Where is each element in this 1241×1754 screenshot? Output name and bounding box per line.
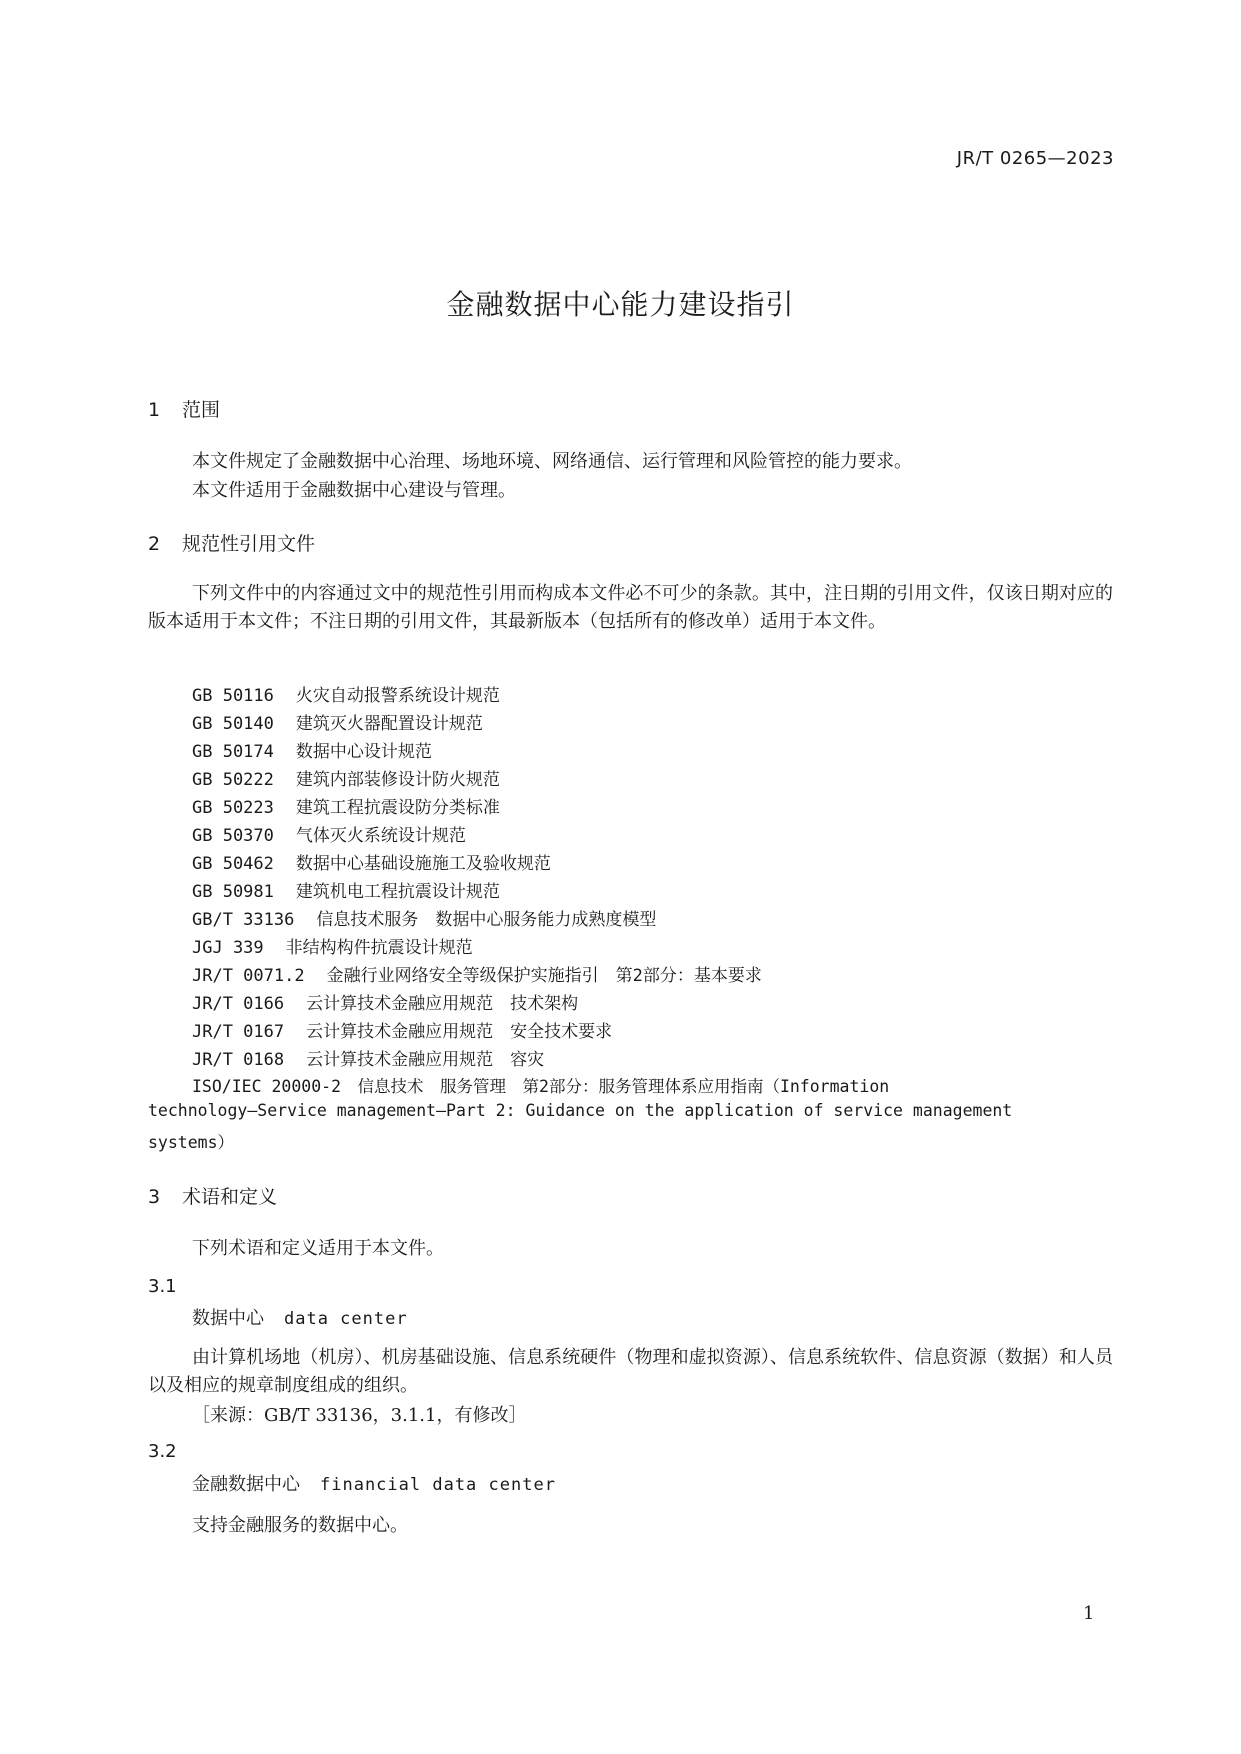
term-number: 3.1 bbox=[148, 1276, 177, 1297]
reference-code: JR/T 0168 bbox=[192, 1050, 285, 1070]
reference-item bbox=[192, 989, 578, 1014]
reference-item bbox=[192, 877, 500, 902]
term-zh: 数据中心 bbox=[192, 1308, 264, 1329]
section-3-heading bbox=[148, 1182, 277, 1209]
reference-code: GB 50223 bbox=[192, 798, 274, 818]
section-1-heading bbox=[148, 395, 220, 422]
reference-item bbox=[192, 1017, 612, 1042]
term-en: financial data center bbox=[320, 1475, 556, 1495]
section-title: 术语和定义 bbox=[182, 1186, 278, 1208]
reference-item bbox=[192, 849, 551, 874]
reference-item bbox=[192, 905, 656, 930]
reference-item bbox=[192, 821, 466, 846]
term-definition: 支持金融服务的数据中心。 bbox=[192, 1515, 408, 1536]
reference-code: GB 50222 bbox=[192, 770, 274, 790]
reference-iso-line: technology—Service management—Part 2: Guidance on the application of service management bbox=[148, 1101, 1013, 1120]
reference-item bbox=[192, 737, 432, 762]
term-heading bbox=[192, 1470, 556, 1496]
reference-title: 金融行业网络安全等级保护实施指引 第2部分：基本要求 bbox=[326, 966, 762, 986]
reference-title: 火灾自动报警系统设计规范 bbox=[295, 686, 500, 706]
reference-code: GB 50370 bbox=[192, 826, 274, 846]
document-title: 金融数据中心能力建设指引 bbox=[446, 288, 795, 321]
term-zh: 金融数据中心 bbox=[192, 1474, 300, 1495]
section-number: 1 bbox=[148, 399, 161, 421]
reference-code: GB 50140 bbox=[192, 714, 274, 734]
reference-title: 建筑灭火器配置设计规范 bbox=[295, 714, 483, 734]
reference-iso-line: ISO/IEC 20000-2 信息技术 服务管理 第2部分：服务管理体系应用指南（Information bbox=[192, 1077, 890, 1096]
reference-title: 云计算技术金融应用规范 技术架构 bbox=[306, 994, 579, 1014]
reference-item bbox=[192, 765, 500, 790]
paragraph: 下列术语和定义适用于本文件。 bbox=[192, 1238, 444, 1259]
document-number: JR/T 0265—2023 bbox=[956, 148, 1114, 169]
term-number: 3.2 bbox=[148, 1441, 177, 1462]
reference-title: 建筑工程抗震设防分类标准 bbox=[295, 798, 500, 818]
reference-code: JR/T 0167 bbox=[192, 1022, 285, 1042]
reference-title: 数据中心设计规范 bbox=[295, 742, 432, 762]
reference-title: 数据中心基础设施施工及验收规范 bbox=[295, 854, 551, 874]
reference-code: GB 50174 bbox=[192, 742, 274, 762]
reference-item bbox=[192, 1045, 544, 1070]
term-source: ［来源：GB/T 33136，3.1.1，有修改］ bbox=[192, 1405, 527, 1426]
reference-item bbox=[192, 681, 500, 706]
reference-title: 信息技术服务 数据中心服务能力成熟度模型 bbox=[316, 910, 657, 930]
reference-title: 建筑机电工程抗震设计规范 bbox=[295, 882, 500, 902]
term-definition: 由计算机场地（机房）、机房基础设施、信息系统硬件（物理和虚拟资源）、信息系统软件、信息资源（数据）和人员以及相应的规章制度组成的组织。 bbox=[148, 1347, 1113, 1396]
term-heading bbox=[192, 1304, 408, 1330]
reference-code: GB 50981 bbox=[192, 882, 274, 902]
reference-title: 建筑内部装修设计防火规范 bbox=[295, 770, 500, 790]
reference-code: JGJ 339 bbox=[192, 938, 264, 958]
page-number: 1 bbox=[1083, 1603, 1095, 1624]
reference-title: 云计算技术金融应用规范 容灾 bbox=[306, 1050, 545, 1070]
section-2-heading bbox=[148, 529, 315, 556]
reference-title: 非结构构件抗震设计规范 bbox=[285, 938, 473, 958]
reference-item bbox=[192, 961, 762, 986]
paragraph: 下列文件中的内容通过文中的规范性引用而构成本文件必不可少的条款。其中，注日期的引用文件，仅该日期对应的版本适用于本文件；不注日期的引用文件，其最新版本（包括所有的修改单）适用于本文件。 bbox=[148, 583, 1113, 632]
reference-item bbox=[192, 793, 500, 818]
reference-code: JR/T 0071.2 bbox=[192, 966, 305, 986]
paragraph: 本文件规定了金融数据中心治理、场地环境、网络通信、运行管理和风险管控的能力要求。 bbox=[192, 451, 912, 472]
section-number: 3 bbox=[148, 1186, 161, 1208]
reference-item bbox=[192, 933, 473, 958]
section-number: 2 bbox=[148, 533, 161, 555]
reference-code: GB 50116 bbox=[192, 686, 274, 706]
term-en: data center bbox=[284, 1309, 408, 1329]
reference-title: 气体灭火系统设计规范 bbox=[295, 826, 466, 846]
section-title: 范围 bbox=[182, 399, 221, 421]
section-title: 规范性引用文件 bbox=[182, 533, 316, 555]
reference-iso-line: systems） bbox=[148, 1133, 235, 1152]
reference-code: GB 50462 bbox=[192, 854, 274, 874]
reference-code: JR/T 0166 bbox=[192, 994, 285, 1014]
reference-title: 云计算技术金融应用规范 安全技术要求 bbox=[306, 1022, 613, 1042]
reference-item bbox=[192, 709, 483, 734]
paragraph: 本文件适用于金融数据中心建设与管理。 bbox=[192, 480, 516, 501]
reference-code: GB/T 33136 bbox=[192, 910, 295, 930]
